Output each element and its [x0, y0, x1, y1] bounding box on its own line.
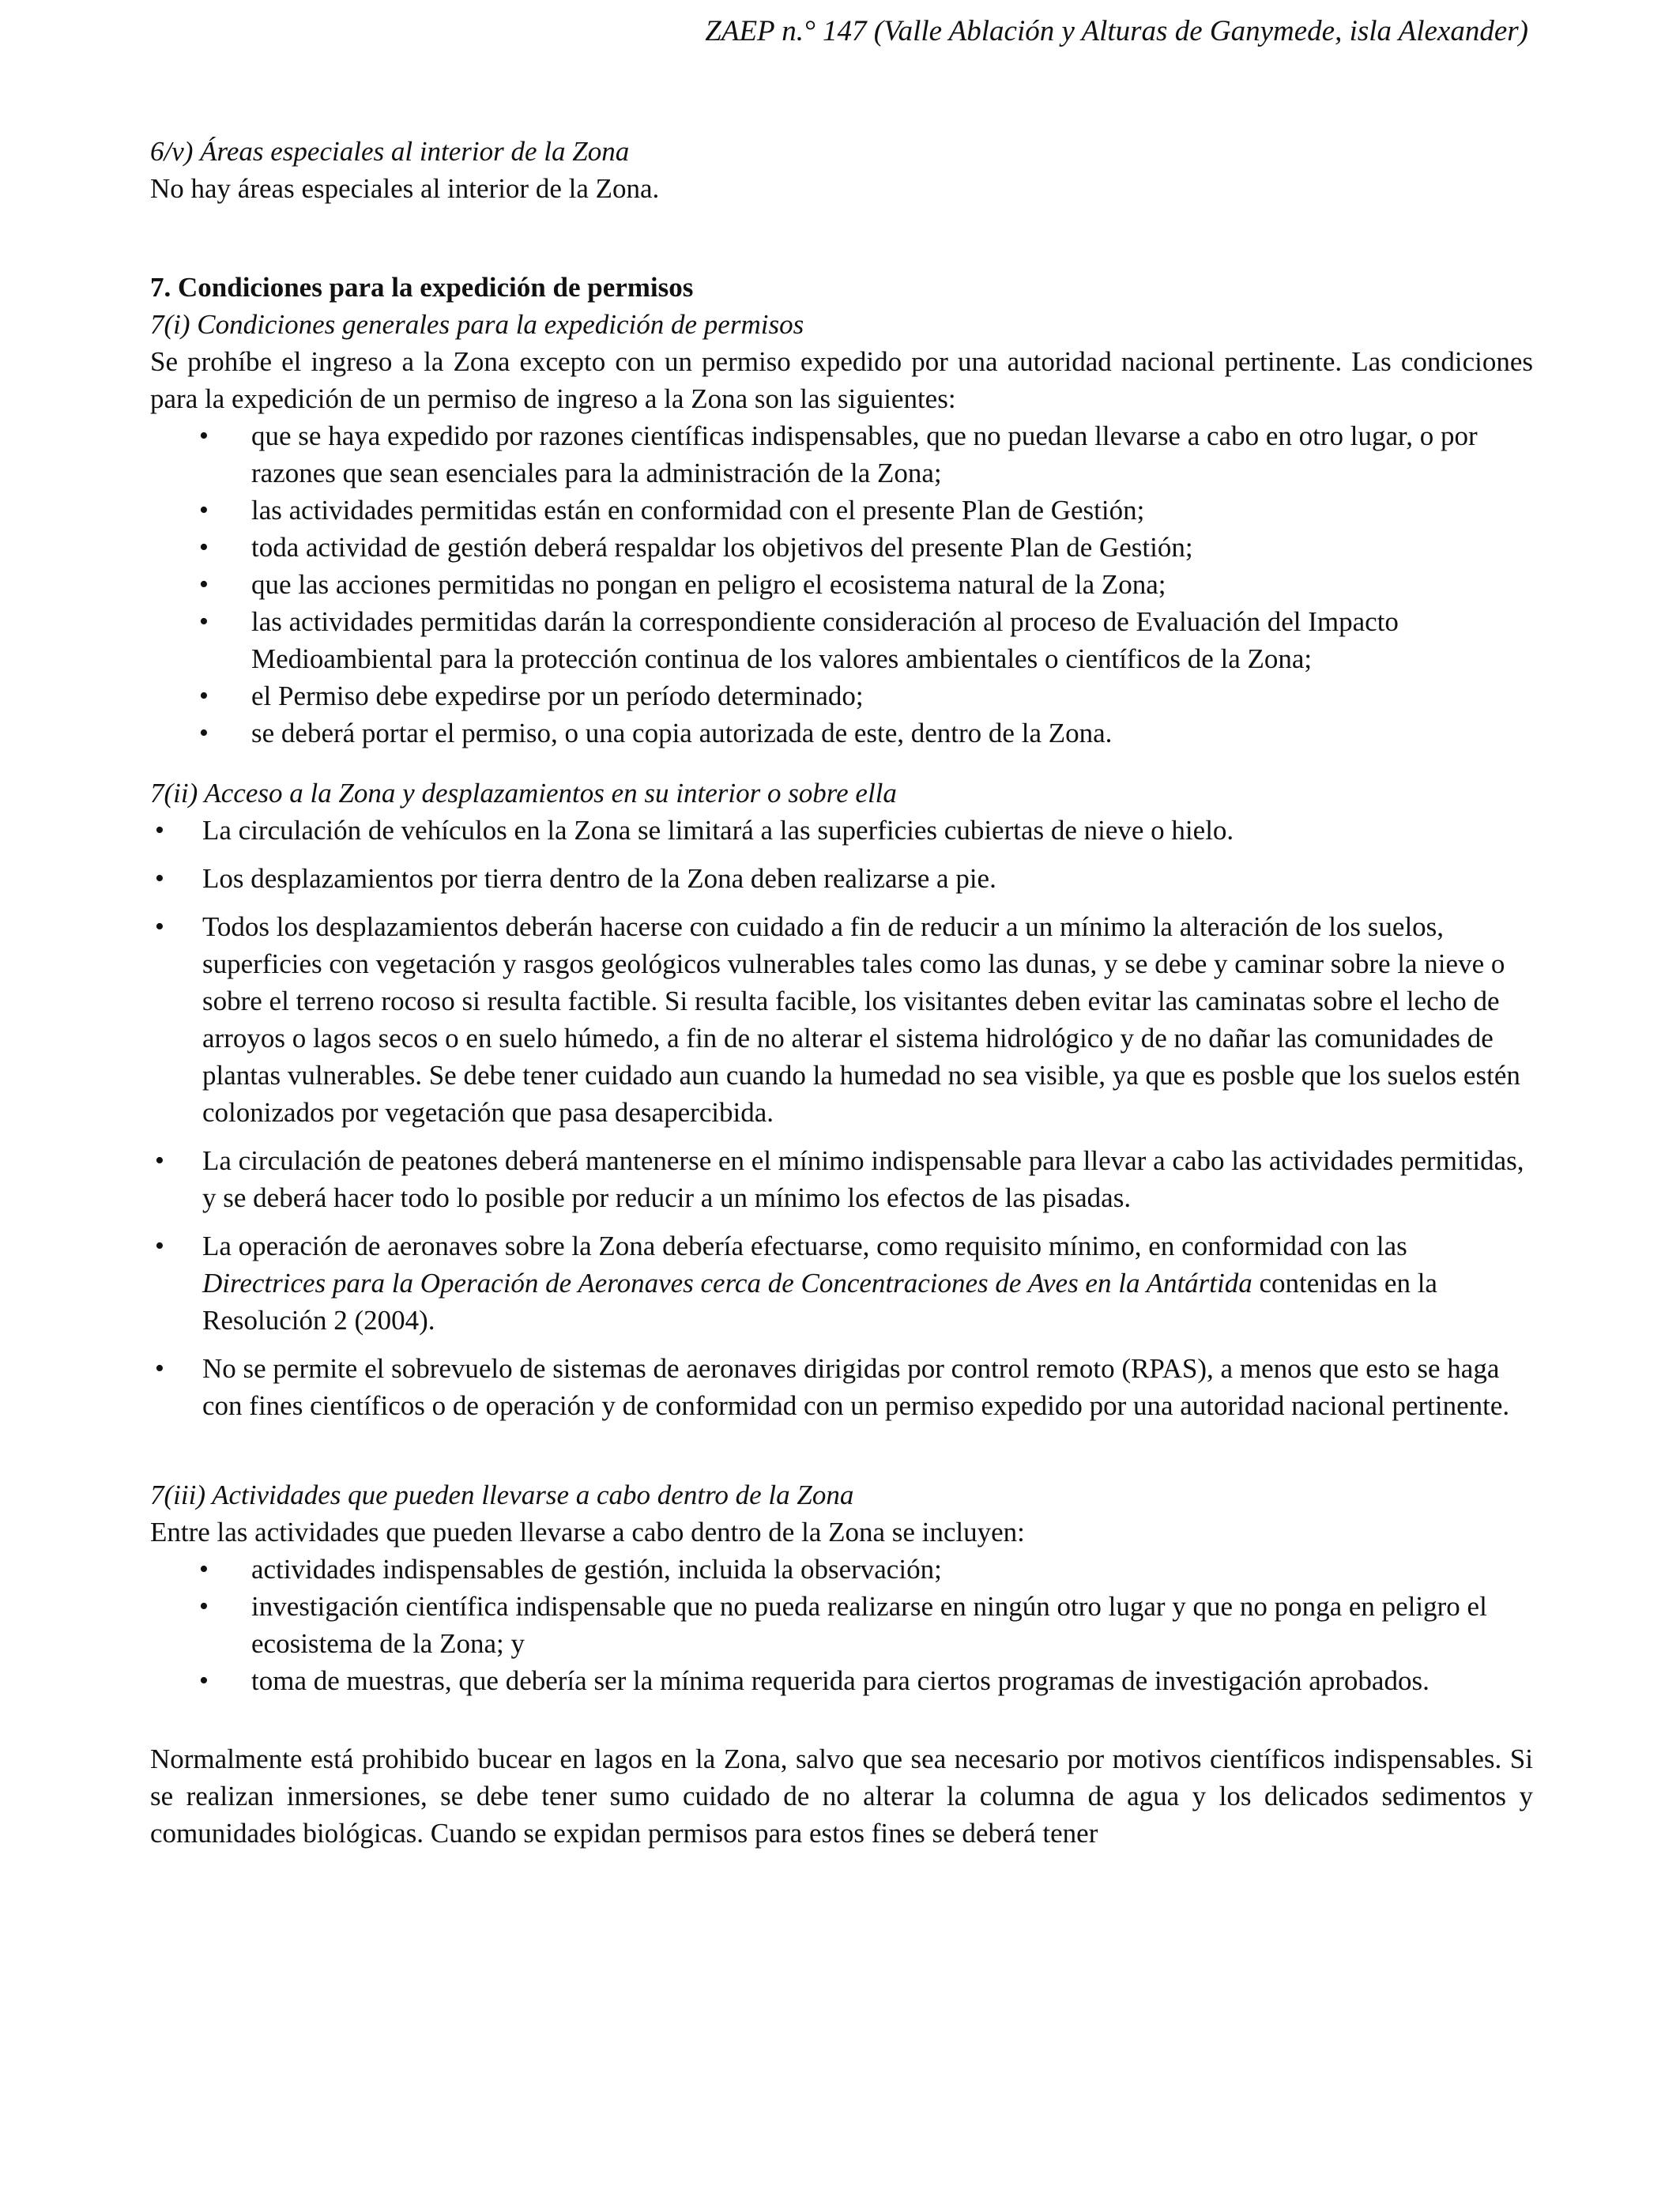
list-item: • No se permite el sobrevuelo de sistemas de aeronaves dirigidas por control remoto (RPAS), a menos que esto se haga con fines científicos o de operación y de conformidad con un permiso expedido por una autoridad nacional pertinente.: [150, 1350, 1533, 1424]
list-item: • que las acciones permitidas no pongan en peligro el ecosistema natural de la Zona;: [150, 566, 1533, 603]
document-body: [150, 133, 1533, 1852]
list-item: • toma de muestras, que debería ser la mínima requerida para ciertos programas de investigación aprobados.: [150, 1662, 1533, 1699]
running-header: ZAEP n.° 147 (Valle Ablación y Alturas de Ganymede, isla Alexander): [705, 15, 1528, 47]
list-item: • toda actividad de gestión deberá respaldar los objetivos del presente Plan de Gestión;: [150, 529, 1533, 566]
list-item: • se deberá portar el permiso, o una copia autorizada de este, dentro de la Zona.: [150, 714, 1533, 752]
list-item: • el Permiso debe expedirse por un período determinado;: [150, 677, 1533, 714]
access-list: [150, 812, 1533, 1424]
list-item: • La circulación de vehículos en la Zona se limitará a las superficies cubiertas de nieve o hielo.: [150, 812, 1533, 849]
list-item: • que se haya expedido por razones científicas indispensables, que no puedan llevarse a cabo en otro lugar, o por razones que sean esenciales para la administración de la Zona;: [150, 417, 1533, 492]
section-7iii-heading: 7(iii) Actividades que pueden llevarse a cabo dentro de la Zona: [150, 1480, 854, 1510]
section-7ii-heading: 7(ii) Acceso a la Zona y desplazamientos en su interior o sobre ella: [150, 778, 897, 809]
guidelines-title: Directrices para la Operación de Aeronaves cerca de Concentraciones de Aves en la Antártida: [202, 1268, 1252, 1299]
activities-list: [150, 1551, 1533, 1699]
conditions-list: [150, 417, 1533, 752]
list-item: • Los desplazamientos por tierra dentro de la Zona deben realizarse a pie.: [150, 860, 1533, 897]
section-7iii-intro: Entre las actividades que pueden llevarse a cabo dentro de la Zona se incluyen:: [150, 1517, 1025, 1547]
list-item-aircraft: [150, 1227, 1533, 1339]
list-item: • las actividades permitidas darán la correspondiente consideración al proceso de Evaluación del Impacto Medioambiental para la protección continua de los valores ambientales o científicos de la Zona;: [150, 603, 1533, 677]
section-7i-heading: 7(i) Condiciones generales para la expedición de permisos: [150, 309, 804, 340]
list-item: • investigación científica indispensable que no pueda realizarse en ningún otro lugar y que no ponga en peligro el ecosistema de la Zona; y: [150, 1588, 1533, 1662]
list-item: • Todos los desplazamientos deberán hacerse con cuidado a fin de reducir a un mínimo la alteración de los suelos, superficies con vegetación y rasgos geológicos vulnerables tales como las dunas, y se debe y caminar sobre la nieve o sobre el terreno rocoso si resulta factible. Si resulta facible, los visitantes deben evitar las caminatas sobre el lecho de arroyos o lagos secos o en suelo húmedo, a fin de no alterar el sistema hidrológico y de no dañar las comunidades de plantas vulnerables. Se debe tener cuidado aun cuando la humedad no sea visible, ya que es posble que los suelos estén colonizados por vegetación que pasa desapercibida.: [150, 908, 1533, 1131]
aircraft-text-after: contenidas en la Resolución 2 (2004).: [202, 1268, 1437, 1336]
section-6v-body: No hay áreas especiales al interior de la Zona.: [150, 173, 660, 204]
section-7-heading: 7. Condiciones para la expedición de permisos: [150, 272, 694, 303]
list-item: • La circulación de peatones deberá mantenerse en el mínimo indispensable para llevar a cabo las actividades permitidas, y se deberá hacer todo lo posible por reducir a un mínimo los efectos de las pisadas.: [150, 1142, 1533, 1216]
list-item: • actividades indispensables de gestión, incluida la observación;: [150, 1551, 1533, 1588]
section-7i-intro: Se prohíbe el ingreso a la Zona excepto con un permiso expedido por una autoridad nacional pertinente. Las condiciones para la expedición de un permiso de ingreso a la Zona son las siguientes:: [150, 346, 1533, 414]
aircraft-text-before: La operación de aeronaves sobre la Zona debería efectuarse, como requisito mínimo, en conformidad con las: [202, 1231, 1407, 1261]
section-6v-heading: 6/v) Áreas especiales al interior de la Zona: [150, 136, 630, 167]
list-item: • las actividades permitidas están en conformidad con el presente Plan de Gestión;: [150, 492, 1533, 529]
diving-paragraph: Normalmente está prohibido bucear en lagos en la Zona, salvo que sea necesario por motivos científicos indispensables. Si se realizan inmersiones, se debe tener sumo cuidado de no alterar la columna de agua y los delicados sedimentos y comunidades biológicas. Cuando se expidan permisos para estos fines se deberá tener: [150, 1744, 1533, 1849]
